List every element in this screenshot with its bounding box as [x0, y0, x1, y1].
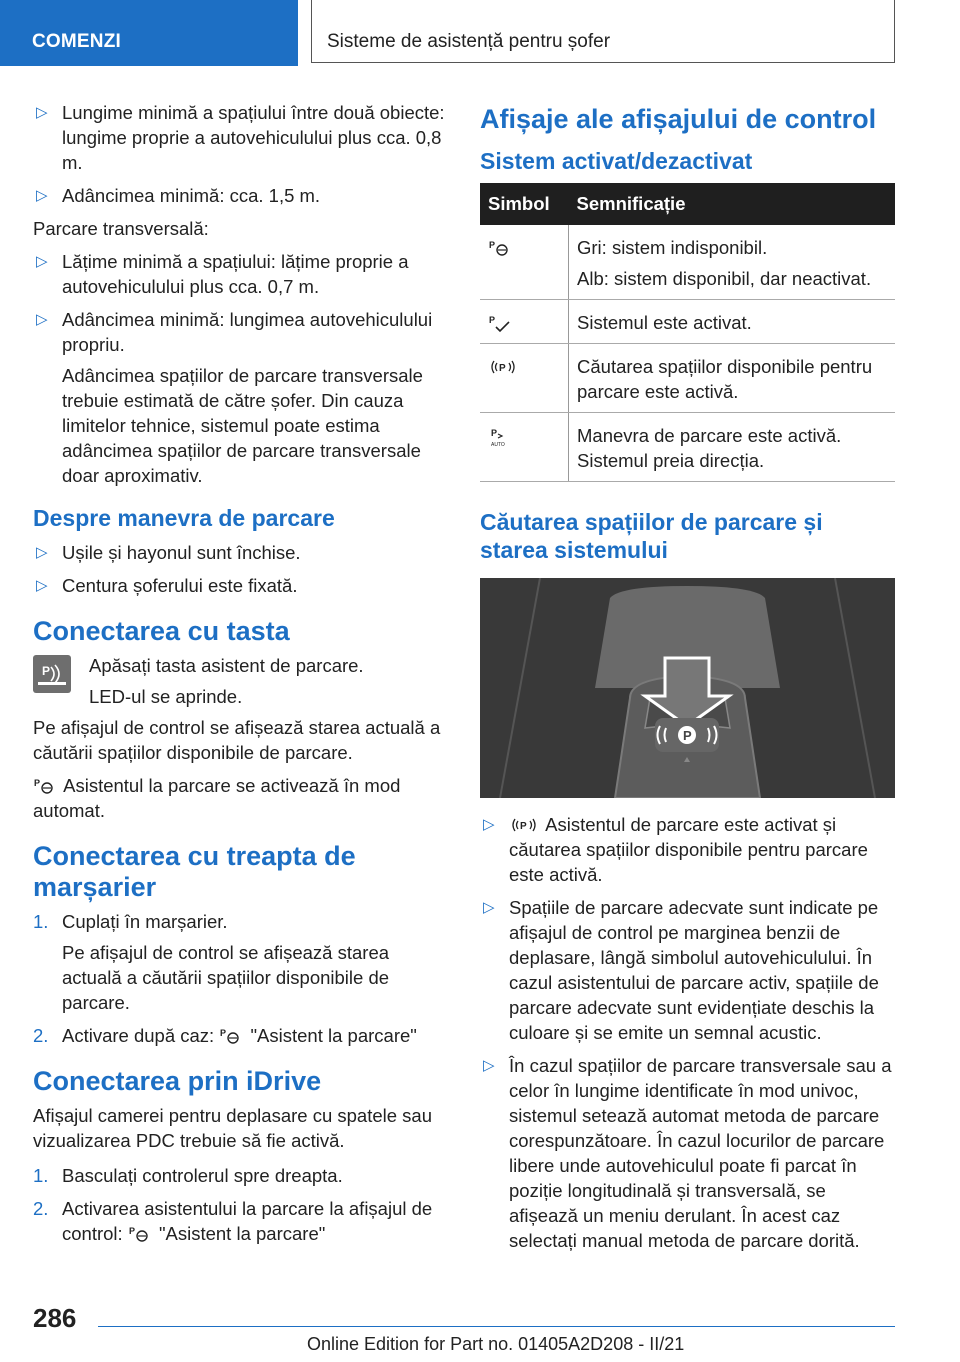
parking-auto-icon [488, 426, 514, 448]
symbol-cell [480, 225, 569, 300]
list-item-text: Ușile și hayonul sunt închise. [62, 542, 301, 563]
step-text: Basculați controlerul spre dreapta. [62, 1165, 343, 1187]
tasta-step: Apăsați tasta asistent de parcare. [89, 655, 364, 676]
list-item-note: Adâncimea spațiilor de parcare transversale trebuie estimată de către șofer. Din cauza limitelor tehnice, sistemul poate estima adâncimea spațiilor de parcare transversale doar aproximativ. [62, 365, 423, 486]
table-row [480, 344, 895, 413]
parking-assist-icon [33, 776, 59, 798]
symbol-cell [480, 413, 569, 482]
idrive-heading: Conectarea prin iDrive [33, 1066, 322, 1097]
step-number: 1. [33, 1165, 49, 1187]
step-menu-label: "Asistent la parcare" [250, 1025, 417, 1047]
column-meaning: Semnificație [569, 183, 896, 225]
bullet-icon: ▷ [36, 104, 48, 121]
parking-key-icon [33, 655, 71, 693]
table-row [480, 300, 895, 344]
list-item [33, 100, 448, 175]
system-subheading: Sistem activat/dezactivat [480, 148, 753, 174]
meaning-text: Gri: sistem indisponibil. [577, 237, 768, 258]
list-item-text: Lungime minimă a spațiului între două obiecte: lungime proprie a autovehiculului plus cca. 0,8 m. [62, 102, 445, 173]
svg-text:P: P [220, 1028, 227, 1039]
list-item-text: Adâncimea minimă: cca. 1,5 m. [62, 185, 321, 206]
step-item [33, 1196, 448, 1246]
parking-assist-icon [488, 238, 514, 260]
idrive-text: Afișajul camerei pentru deplasare cu spatele sau vizualizarea PDC trebuie să fie activă. [33, 1105, 433, 1152]
list-item-text: Lățime minimă a spațiului: lățime proprie a autovehiculului plus cca. 0,7 m. [62, 251, 409, 297]
tasta-text: Pe afișajul de control se afișează starea actuală a căutării spațiilor disponibile de parcare. [33, 717, 441, 763]
list-item [480, 1053, 895, 1253]
list-item-text: În cazul spațiilor de parcare transversale sau a celor în lungime identificate în mod univoc, sistemul setează automat metoda de parcare corespunzătoare. În cazul locurilor de parcare libere unde autovehiculul poate fi parcat în poziție longitudinală și transversală, se afișează un meniu derulant. În acest caz selectați manual metoda de parcare dorită. [509, 1055, 892, 1252]
step-menu-label: "Asistent la parcare" [158, 1223, 326, 1245]
table-row [480, 225, 895, 300]
symbol-cell [480, 344, 569, 413]
page-number: 286 [33, 1303, 77, 1333]
meaning-text: Alb: sistem disponibil, dar neactivat. [577, 268, 872, 289]
column-symbol: Simbol [480, 183, 569, 225]
list-item [33, 307, 448, 488]
list-item [480, 812, 895, 887]
parking-assist-icon [219, 1026, 245, 1048]
despre-heading: Despre manevra de parcare [33, 505, 335, 531]
transversal-label: Parcare transversală: [33, 218, 209, 239]
parking-search-icon [488, 357, 514, 379]
parking-assist-active-icon [488, 313, 514, 335]
step-number: 1. [33, 911, 49, 933]
list-item-text: Asistentul de parcare este activat și căutarea spațiilor disponibile pentru parcare este activă. [509, 814, 868, 886]
list-item-text: Centura șoferului este fixată. [62, 575, 298, 596]
symbol-cell [480, 300, 569, 344]
step-item [33, 1163, 448, 1188]
meaning-cell: Sistemul este activat. [569, 300, 896, 344]
parking-assist-icon [128, 1224, 154, 1246]
meaning-cell: Căutarea spațiilor disponibile pentru parcare este activă. [569, 344, 896, 413]
list-item-text: Spațiile de parcare adecvate sunt indicate pe afișajul de control pe marginea benzii de deplasare, lângă simbolul autovehiculului. În cazul asistentului de parcare activ, spațiile de parcare adecvate sunt evidențiate deschis la culoare și se emite un semnal acustic. [509, 897, 879, 1044]
tasta-result: LED-ul se aprinde. [89, 686, 243, 707]
chapter-tab [311, 0, 895, 63]
treapta-heading: Conectarea cu treapta de marșarier [33, 841, 356, 903]
step-item [33, 1023, 448, 1048]
step-item [33, 909, 448, 1015]
list-item [33, 249, 448, 299]
section-label: COMENZI [32, 31, 122, 52]
cautare-heading: Căutarea spațiilor de parcare și starea sistemului [480, 509, 823, 564]
svg-text:P: P [489, 315, 496, 326]
right-column [480, 98, 895, 1261]
edition-text: Online Edition for Part no. 01405A2D208 - II/21 [307, 1334, 685, 1354]
tasta-auto-label: Asistentul la parcare se activează în mod automat. [33, 775, 401, 822]
bullet-icon: ▷ [36, 187, 48, 204]
svg-text:P: P [42, 664, 51, 678]
bullet-icon: ▷ [36, 544, 48, 561]
tasta-auto-text [33, 773, 448, 823]
list-item [33, 183, 448, 208]
tasta-heading: Conectarea cu tasta [33, 616, 290, 646]
bullet-icon: ▷ [483, 1057, 495, 1075]
meaning-cell: Manevra de parcare este activă. Sistemul preia direcția. [569, 413, 896, 482]
step-number: 2. [33, 1025, 49, 1047]
step-text: Activare după caz: [62, 1025, 215, 1047]
svg-text:AUTO: AUTO [491, 442, 505, 449]
svg-text:P: P [491, 428, 498, 439]
step-text: Activarea asistentului la parcare la afișajul de control: [62, 1198, 433, 1245]
svg-text:P: P [489, 240, 496, 251]
step-note: Pe afișajul de control se afișează starea actuală a căutării spațiilor disponibile de parcare. [62, 942, 390, 1014]
display-heading: Afișaje ale afișajului de control [480, 104, 877, 134]
list-item [33, 540, 448, 565]
chapter-label: Sisteme de asistență pentru șofer [327, 31, 611, 52]
bullet-icon: ▷ [36, 253, 48, 270]
list-item [480, 895, 895, 1045]
bullet-icon: ▷ [483, 816, 495, 834]
meaning-cell [569, 225, 896, 300]
bullet-icon: ▷ [483, 899, 495, 917]
step-text: Cuplați în marșarier. [62, 911, 228, 933]
left-column [33, 100, 448, 1254]
list-item-text: Adâncimea minimă: lungimea autovehiculului propriu. [62, 309, 433, 355]
svg-text:P: P [499, 363, 506, 375]
svg-text:P: P [520, 821, 527, 833]
key-instruction [33, 653, 448, 709]
table-row [480, 413, 895, 482]
svg-text:P: P [34, 778, 41, 789]
list-item [33, 573, 448, 598]
bullet-icon: ▷ [36, 311, 48, 328]
illustration-p-label: P [683, 728, 692, 744]
parking-search-icon [509, 815, 541, 837]
table-header-row [480, 183, 895, 225]
bullet-icon: ▷ [36, 577, 48, 594]
svg-text:P: P [128, 1226, 135, 1237]
footer-divider [98, 1326, 895, 1327]
symbol-table [480, 183, 895, 482]
section-tab [0, 0, 298, 66]
parking-illustration [480, 578, 895, 798]
step-number: 2. [33, 1198, 49, 1220]
